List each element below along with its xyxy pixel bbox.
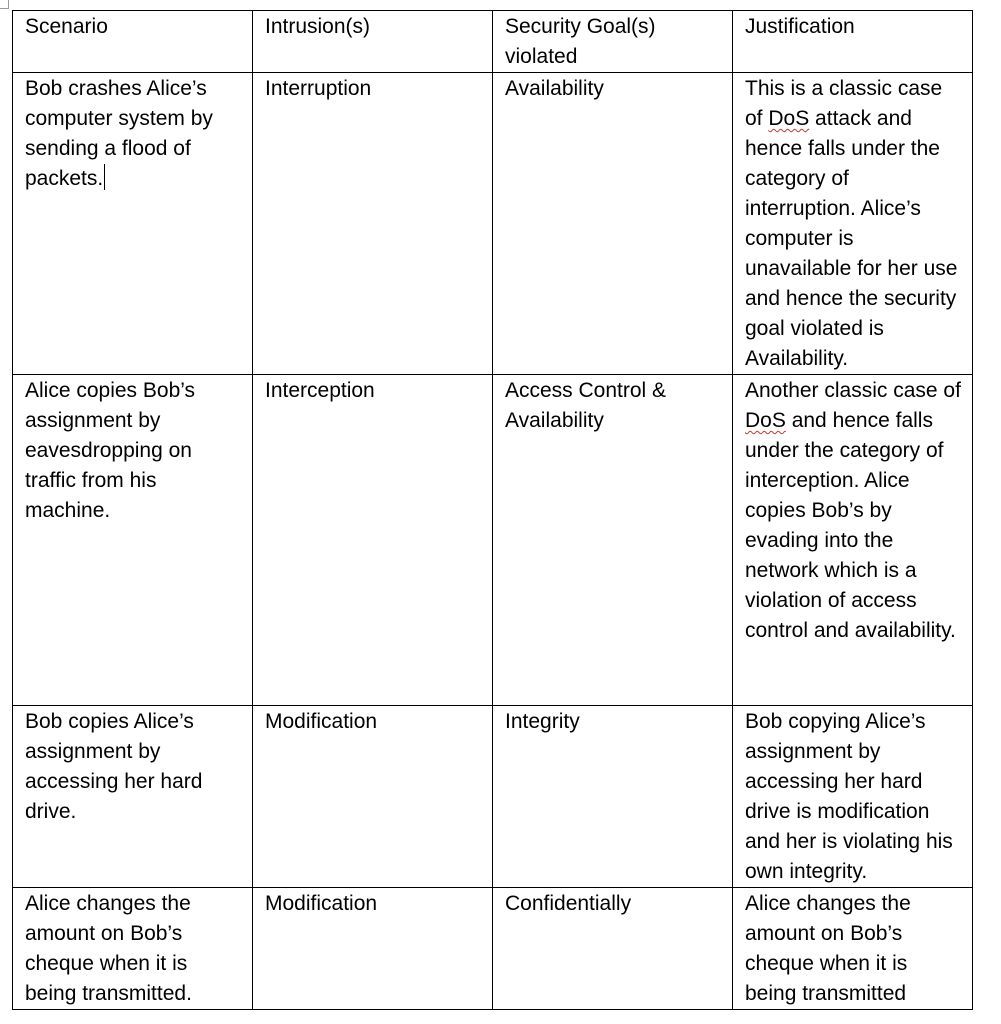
header-cell-justification[interactable]: Justification	[733, 11, 973, 73]
header-cell-intrusions[interactable]: Intrusion(s)	[253, 11, 493, 73]
scenario-cell[interactable]: Bob crashes Alice’s computer system by sending a flood of packets.	[13, 73, 253, 375]
table-row	[13, 375, 973, 706]
security-scenarios-table	[12, 10, 973, 1010]
spellcheck-flagged-word[interactable]: DoS	[745, 409, 786, 432]
scenario-cell[interactable]: Alice changes the amount on Bob’s cheque when it is being transmitted.	[13, 888, 253, 1010]
justification-cell[interactable]: Another classic case of DoS and hence falls under the category of interception. Alice copies Bob’s by evading into the network which is a violation of access control and availability.	[733, 375, 973, 706]
header-cell-scenario[interactable]: Scenario	[13, 11, 253, 73]
table-row	[13, 73, 973, 375]
goal-cell[interactable]: Integrity	[493, 706, 733, 888]
text-cursor	[104, 164, 105, 190]
scenario-cell[interactable]: Bob copies Alice’s assignment by accessing her hard drive.	[13, 706, 253, 888]
goal-cell[interactable]: Confidentially	[493, 888, 733, 1010]
scenario-cell[interactable]: Alice copies Bob’s assignment by eavesdropping on traffic from his machine.	[13, 375, 253, 706]
goal-cell[interactable]: Access Control & Availability	[493, 375, 733, 706]
table-row	[13, 888, 973, 1010]
intrusion-cell[interactable]: Modification	[253, 888, 493, 1010]
header-cell-security-goals[interactable]: Security Goal(s) violated	[493, 11, 733, 73]
text-boundary-corner-mark	[0, 0, 9, 9]
justification-cell[interactable]: This is a classic case of DoS attack and hence falls under the category of interruption. Alice’s computer is unavailable for her use and hence the security goal violated is Availability.	[733, 73, 973, 375]
goal-cell[interactable]: Availability	[493, 73, 733, 375]
table-header-row	[13, 11, 973, 73]
justification-cell[interactable]: Bob copying Alice’s assignment by accessing her hard drive is modification and her is violating his own integrity.	[733, 706, 973, 888]
intrusion-cell[interactable]: Interruption	[253, 73, 493, 375]
spellcheck-flagged-word[interactable]: DoS	[768, 107, 810, 130]
table-row	[13, 706, 973, 888]
intrusion-cell[interactable]: Interception	[253, 375, 493, 706]
intrusion-cell[interactable]: Modification	[253, 706, 493, 888]
justification-cell[interactable]: Alice changes the amount on Bob’s cheque when it is being transmitted	[733, 888, 973, 1010]
